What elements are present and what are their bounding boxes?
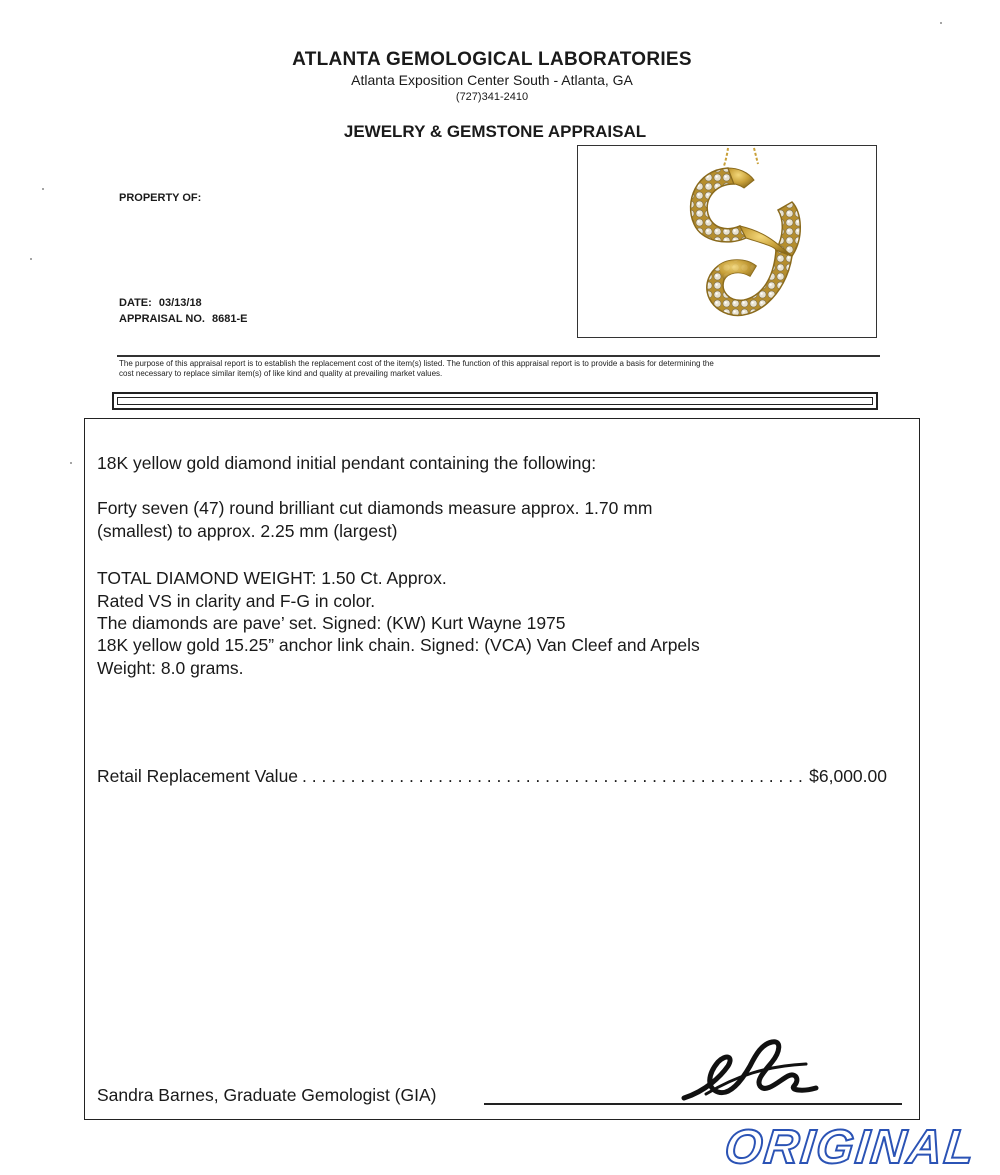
document-title: JEWELRY & GEMSTONE APPRAISAL [343, 122, 647, 141]
purpose-line: cost necessary to replace similar item(s) of like kind and quality at prevailing market values. [119, 369, 443, 378]
appraiser-name: Sandra Barnes, Graduate Gemologist (GIA) [97, 1085, 437, 1105]
scan-speck [42, 188, 44, 190]
dot-leader [302, 766, 805, 787]
purpose-line: The purpose of this appraisal report is to establish the replacement cost of the item(s) listed. The function of this appraisal report is to provide a basis for determining the [119, 359, 714, 368]
scan-speck [940, 22, 942, 24]
lab-name: ATLANTA GEMOLOGICAL LABORATORIES [292, 49, 692, 70]
property-of-field [119, 192, 205, 204]
date-field [119, 297, 202, 309]
item-weight: Weight: 8.0 grams. [97, 658, 244, 678]
date-value: 03/13/18 [158, 297, 202, 309]
setting-signature: The diamonds are pave’ set. Signed: (KW) Kurt Wayne 1975 [97, 613, 566, 633]
diamond-measurement-line: Forty seven (47) round brilliant cut diamonds measure approx. 1.70 mm [97, 498, 653, 518]
scan-speck [70, 462, 72, 464]
lab-phone: (727)341-2410 [455, 91, 529, 103]
scan-speck [30, 258, 32, 260]
retail-replacement-value [97, 766, 887, 787]
appraisal-number-value: 8681-E [212, 313, 248, 325]
pendant-photo [578, 146, 875, 336]
divider [117, 355, 880, 357]
value-amount: $6,000.00 [809, 766, 887, 786]
appraisal-number-field [119, 313, 248, 325]
chain-description: 18K yellow gold 15.25” anchor link chain. Signed: (VCA) Van Cleef and Arpels [97, 635, 700, 655]
lab-address: Atlanta Exposition Center South - Atlanta, GA [351, 72, 633, 88]
item-summary: 18K yellow gold diamond initial pendant containing the following: [97, 453, 597, 473]
property-of-label: PROPERTY OF: [119, 192, 202, 204]
diamond-measurement-line: (smallest) to approx. 2.25 mm (largest) [97, 521, 398, 541]
value-label: Retail Replacement Value [97, 766, 299, 786]
handwritten-signature [676, 1036, 826, 1106]
appraisal-number-label: APPRAISAL NO. [119, 313, 205, 325]
total-diamond-weight: TOTAL DIAMOND WEIGHT: 1.50 Ct. Approx. [97, 568, 447, 588]
date-label: DATE: [119, 297, 152, 309]
clarity-color-rating: Rated VS in clarity and F-G in color. [97, 591, 376, 611]
original-stamp: ORIGINAL [722, 1121, 979, 1174]
section-divider-bar [112, 392, 878, 410]
item-photo-frame [577, 145, 877, 338]
purpose-statement [119, 359, 879, 379]
